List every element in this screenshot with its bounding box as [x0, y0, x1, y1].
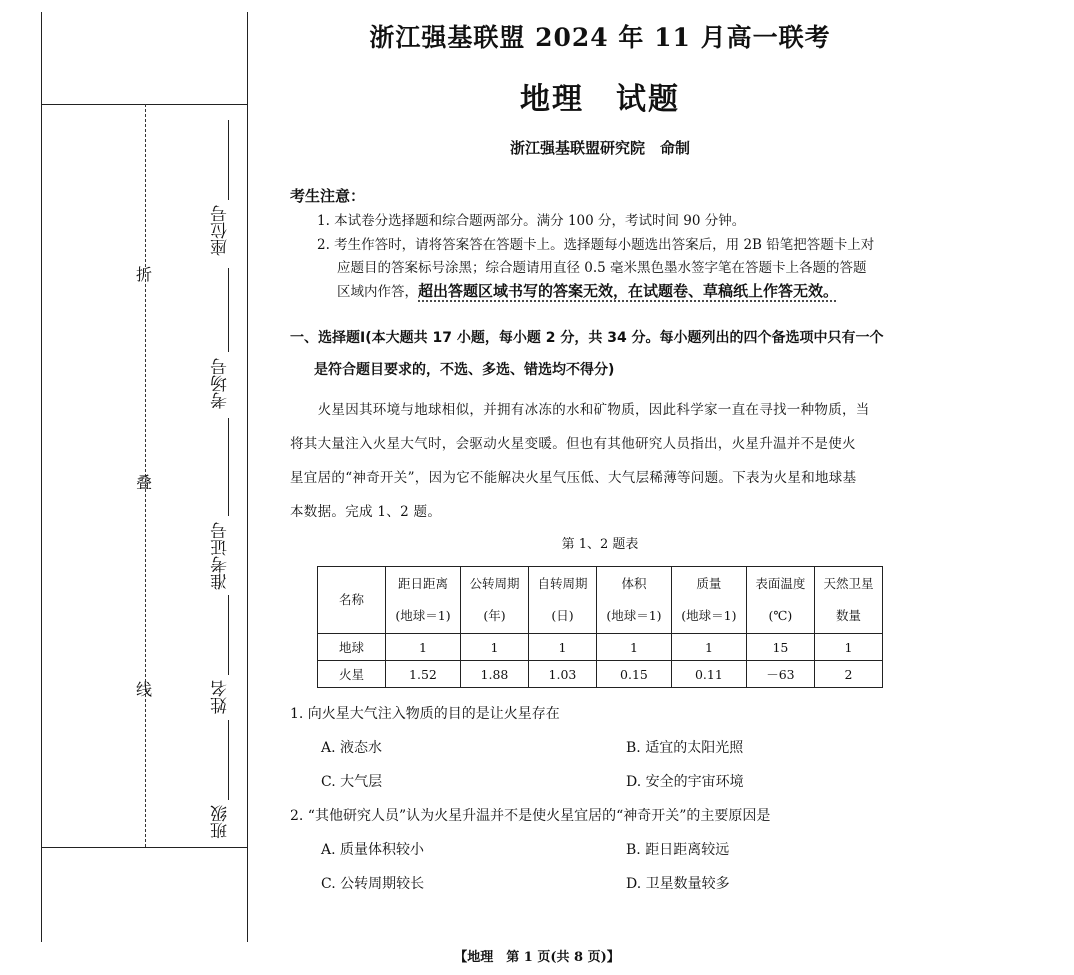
note-item-2-cont: 应题目的答案标号涂黑；综合题请用直径 0.5 毫米黑色墨水签字笔在答题卡上各题的答题 — [337, 260, 867, 276]
binding-bottom-divider — [41, 847, 248, 848]
header-line2: (℃) — [768, 608, 793, 623]
header-name: 名称 — [338, 592, 364, 607]
table-cell: 1.52 — [386, 661, 461, 688]
table-cell: 1.88 — [460, 661, 528, 688]
header-line1: 距日距离 — [397, 576, 448, 591]
passage-line-1: 火星因其环境与地球相似，并拥有冰冻的水和矿物质，因此科学家一直在寻找一种物质，当 — [290, 402, 870, 418]
fold-char-3: 线 — [136, 680, 153, 699]
table-header-cell — [318, 567, 386, 634]
table-cell: 15 — [746, 634, 814, 661]
table-cell: 1 — [386, 634, 461, 661]
seat-number-label: 座位号 — [211, 205, 231, 256]
question-2-option-c[interactable]: C. 公转周期较长 — [321, 876, 425, 892]
question-1-option-b[interactable]: B. 适宜的太阳光照 — [626, 740, 744, 756]
page-footer: 【地理 第 1 页(共 8 页)】 — [454, 950, 620, 965]
table-cell: 0.11 — [671, 661, 746, 688]
header-line2: (日) — [551, 608, 574, 623]
table-cell: 火星 — [318, 661, 386, 688]
header-line2: (地球＝1) — [606, 608, 662, 623]
header-line2: 数量 — [835, 608, 861, 623]
table-header-cell — [460, 567, 528, 634]
header-line1: 体积 — [621, 576, 647, 591]
table-cell: 1.03 — [528, 661, 596, 688]
question-2-option-d[interactable]: D. 卫星数量较多 — [626, 876, 730, 892]
issuer-line: 浙江强基联盟研究院 命制 — [509, 139, 690, 157]
student-name-field[interactable] — [228, 595, 229, 675]
passage-line-3: 星宜居的“神奇开关”，因为它不能解决火星气压低、大气层稀薄等问题。下表为火星和地球基 — [290, 470, 857, 486]
fold-char-1: 折 — [136, 265, 153, 284]
table-row — [318, 661, 883, 688]
section1-heading-cont: 是符合题目要求的，不选、多选、错选均不得分) — [314, 362, 615, 378]
table-row — [318, 634, 883, 661]
mars-earth-data-table — [317, 566, 883, 688]
passage-line-4: 本数据。完成 1、2 题。 — [290, 504, 442, 520]
note-item-2: 2. 考生作答时，请将答案答在答题卡上。选择题每小题选出答案后，用 2B 铅笔把答题卡上对 — [317, 237, 875, 253]
exam-title: 浙江强基联盟 2024 年 11 月高一联考 — [369, 23, 831, 52]
subject-title: 地理 试题 — [520, 82, 680, 117]
student-name-label: 姓名 — [211, 680, 231, 714]
table-header-cell — [528, 567, 596, 634]
table-header-cell — [814, 567, 882, 634]
fold-char-2: 叠 — [136, 473, 153, 492]
question-2-stem: 2. “其他研究人员”认为火星升温并不是使火星宜居的“神奇开关”的主要原因是 — [290, 808, 771, 824]
table-cell: 1 — [460, 634, 528, 661]
header-line2: (年) — [483, 608, 506, 623]
table-cell: 2 — [814, 661, 882, 688]
table-cell: 1 — [596, 634, 671, 661]
note-item-1: 1. 本试卷分选择题和综合题两部分。满分 100 分，考试时间 90 分钟。 — [317, 213, 746, 229]
question-2-option-a[interactable]: A. 质量体积较小 — [321, 842, 425, 858]
admission-number-field[interactable] — [228, 418, 229, 516]
note-item-2-end — [337, 281, 838, 302]
header-line1: 自转周期 — [537, 576, 588, 591]
header-line2: (地球＝1) — [395, 608, 451, 623]
header-line1: 天然卫星 — [823, 576, 874, 591]
table-header-row — [318, 567, 883, 634]
admission-number-label: 准考证号 — [211, 522, 231, 590]
header-line1: 表面温度 — [755, 576, 806, 591]
table-header-cell — [596, 567, 671, 634]
class-field[interactable] — [228, 720, 229, 800]
question-2-option-b[interactable]: B. 距日距离较远 — [626, 842, 730, 858]
seat-number-field[interactable] — [228, 120, 229, 200]
header-line2: (地球＝1) — [681, 608, 737, 623]
table-caption: 第 1、2 题表 — [561, 537, 639, 552]
room-number-field[interactable] — [228, 268, 229, 352]
room-number-label: 考场号 — [211, 358, 231, 409]
table-cell: 0.15 — [596, 661, 671, 688]
passage-line-2: 将其大量注入火星大气时，会驱动火星变暖。但也有其他研究人员指出，火星升温并不是使火 — [290, 436, 856, 452]
table-header-cell — [746, 567, 814, 634]
table-cell: 1 — [671, 634, 746, 661]
class-label: 班级 — [211, 805, 231, 839]
table-cell: 地球 — [318, 634, 386, 661]
table-cell: －63 — [746, 661, 814, 688]
note-item-2-end-text: 区域内作答， — [337, 284, 418, 300]
header-line1: 公转周期 — [469, 576, 520, 591]
question-1-stem: 1. 向火星大气注入物质的目的是让火星存在 — [290, 706, 560, 722]
note-emphasis: 超出答题区域书写的答案无效，在试题卷、草稿纸上作答无效。 — [418, 282, 839, 300]
notes-heading: 考生注意： — [290, 187, 366, 205]
question-1-option-d[interactable]: D. 安全的宇宙环境 — [626, 774, 744, 790]
header-line1: 质量 — [696, 576, 722, 591]
table-header-cell — [386, 567, 461, 634]
table-cell: 1 — [528, 634, 596, 661]
section1-heading: 一、选择题Ⅰ(本大题共 17 小题，每小题 2 分，共 34 分。每小题列出的四个备选项中只有一个 — [290, 330, 884, 346]
binding-left-border — [41, 12, 42, 942]
table-header-cell — [671, 567, 746, 634]
question-1-option-a[interactable]: A. 液态水 — [321, 740, 383, 756]
question-1-option-c[interactable]: C. 大气层 — [321, 774, 383, 790]
table-cell: 1 — [814, 634, 882, 661]
binding-right-border — [247, 12, 248, 942]
